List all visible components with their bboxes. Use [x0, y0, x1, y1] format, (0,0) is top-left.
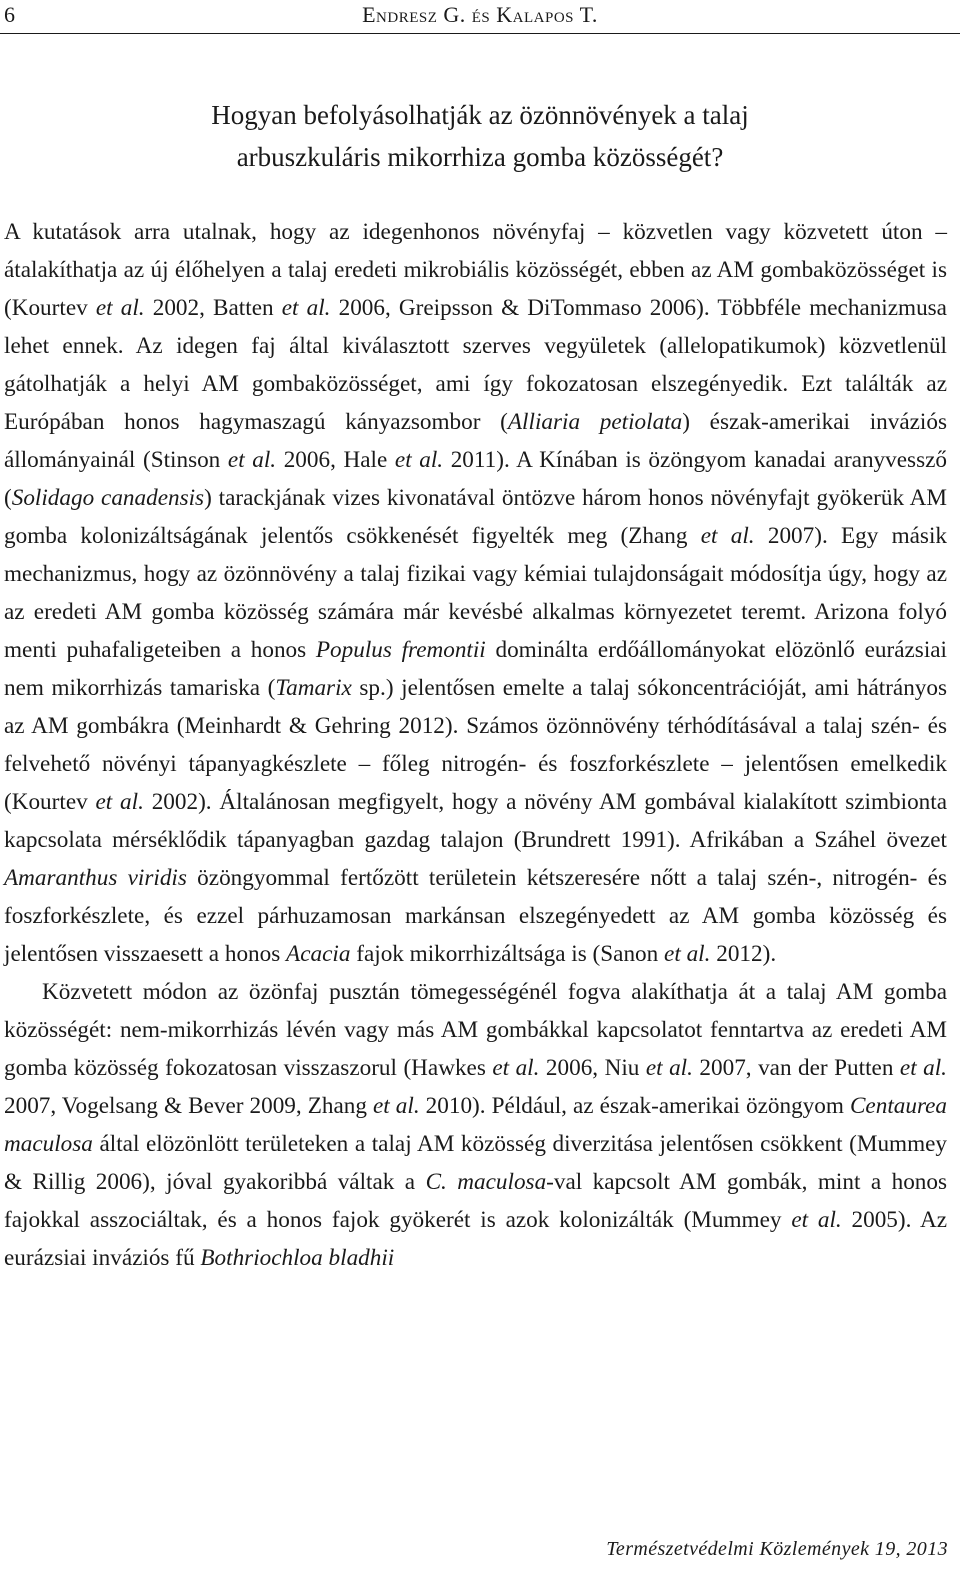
- text-run: 2007, Vogelsang & Bever 2009, Zhang: [4, 1093, 374, 1119]
- italic-run: et al.: [791, 1207, 842, 1233]
- text-run: 2007). Egy másik mechanizmus, hogy az özönnövény a talaj fizikai vagy kémiai tulajdonságait módosítja úgy, hogy az az eredeti AM gomba közösség számára már kevésbé alkalmas környezetet teremt. Arizona folyó menti puhafaligeteiben a honos: [4, 523, 947, 663]
- text-run: sp.) jelentősen emelte a talaj sókoncentrációját, ami hátrányos az AM gombákra (Meinhardt & Gehring 2012). Számos özönnövény térhódításával a talaj szén- és felvehető növényi tápanyagkészlete – főleg nitrogén- és foszforkészlete – jelentősen emelkedik (Kourtev: [4, 675, 948, 815]
- body-text: [4, 213, 947, 1277]
- text-run: özöngyommal fertőzött területein kétszeresére nőtt a talaj szén-, nitrogén- és foszforkészlete, és ezzel párhuzamosan markánsan elszegényedett az AM gomba közösség és jelentősen visszaesett a honos: [4, 865, 947, 967]
- italic-run: et al.: [227, 447, 277, 473]
- text-run: 2002, Batten: [144, 295, 282, 321]
- italic-run: Solidago canadensis: [11, 485, 205, 511]
- italic-run: Alliaria petiolata: [507, 409, 683, 435]
- section-heading-line-2: arbuszkuláris mikorrhiza gomba közösségét?: [236, 142, 724, 172]
- text-run: ) észak-amerikai inváziós állományainál (Stinson: [4, 409, 947, 473]
- italic-run: et al.: [95, 789, 144, 815]
- text-run: ) tarackjának vizes kivonatával öntözve három honos növényfajt gyökerük AM gomba kolonizáltságának jelentős csökkenését figyelték meg (Zhang: [4, 485, 947, 549]
- italic-run: et al.: [899, 1055, 947, 1081]
- text-run: A kutatások arra utalnak, hogy az idegenhonos növényfaj – közvetlen vagy közvetett úton – átalakíthatja az új élőhelyen a talaj eredeti mikrobiális közösségét, ebben az AM gombaközösséget is (Kourtev: [4, 219, 947, 321]
- text-run: fajok mikorrhizáltsága is (Sanon: [350, 941, 665, 967]
- italic-run: Acacia: [286, 941, 351, 967]
- text-run: 2007, van der Putten: [692, 1055, 900, 1081]
- section-heading-line-1: Hogyan befolyásolhatják az özönnövények a talaj: [211, 100, 749, 130]
- text-run: 2006, Niu: [539, 1055, 646, 1081]
- italic-run: et al.: [700, 523, 755, 549]
- italic-run: Tamarix: [275, 675, 352, 701]
- italic-run: C. maculosa: [425, 1169, 547, 1195]
- text-run: 2011). A Kínában is özöngyom kanadai aranyvessző (: [4, 447, 947, 511]
- text-run: 2012).: [710, 941, 777, 967]
- italic-run: et al.: [645, 1055, 693, 1081]
- text-run: 2002). Általánosan megfigyelt, hogy a növény AM gombával kialakított szimbionta kapcsolata mérséklődik tápanyagban gazdag talajon (Brundrett 1991). Afrikában a Száhel övezet: [4, 789, 947, 853]
- text-run: -val kapcsolt AM gombák, mint a honos fajokkal asszociáltak, és a honos fajok gyökerét is azok kolonizálták (Mummey: [4, 1169, 948, 1233]
- header-rule: [0, 33, 960, 34]
- text-run: Közvetett módon az özönfaj pusztán tömegességénél fogva alakíthatja át a talaj AM gomba közösségét: nem-mikorrhizás lévén vagy más AM gombákkal kapcsolatot fenntartva az eredeti AM gomba közösség fokozatosan visszaszorul (Hawkes: [4, 979, 947, 1081]
- text-run: 2006, Greipsson & DiTommaso 2006). Többféle mechanizmusa lehet ennek. Az idegen faj által kiválasztott szerves vegyületek (allelopatikumok) közvetlenül gátolhatják a helyi AM gombaközösséget, ami így fokozatosan elszegényedik. Ezt találták az Európában honos hagymaszagú kányazsombor (: [4, 295, 947, 435]
- italic-run: Bothriochloa bladhii: [200, 1245, 395, 1271]
- page-number: 6: [4, 2, 15, 27]
- paragraph-1: [4, 213, 947, 973]
- italic-run: et al.: [664, 941, 711, 967]
- running-head: Endresz G. és Kalapos T.: [362, 2, 598, 27]
- text-run: által elözönlött területeken a talaj AM közösség diverzitása jelentősen csökkent (Mummey & Rillig 2006), jóval gyakoribbá váltak a: [4, 1131, 947, 1195]
- paragraph-2: [4, 973, 947, 1277]
- italic-run: Amaranthus viridis: [4, 865, 187, 891]
- italic-run: Centaurea maculosa: [4, 1093, 947, 1157]
- italic-run: et al.: [373, 1093, 420, 1119]
- italic-run: Populus fremontii: [315, 637, 486, 663]
- text-run: 2006, Hale: [276, 447, 395, 473]
- text-run: dominálta erdőállományokat elözönlő eurázsiai nem mikorrhizás tamariska (: [4, 637, 947, 701]
- italic-run: et al.: [281, 295, 331, 321]
- text-run: 2010). Például, az észak-amerikai özöngyom: [419, 1093, 850, 1119]
- text-run: 2005). Az eurázsiai inváziós fű: [4, 1207, 947, 1271]
- italic-run: et al.: [95, 295, 145, 321]
- italic-run: et al.: [394, 447, 444, 473]
- section-heading: [0, 94, 960, 178]
- journal-footer: Természetvédelmi Közlemények 19, 2013: [606, 1538, 948, 1560]
- italic-run: et al.: [492, 1055, 540, 1081]
